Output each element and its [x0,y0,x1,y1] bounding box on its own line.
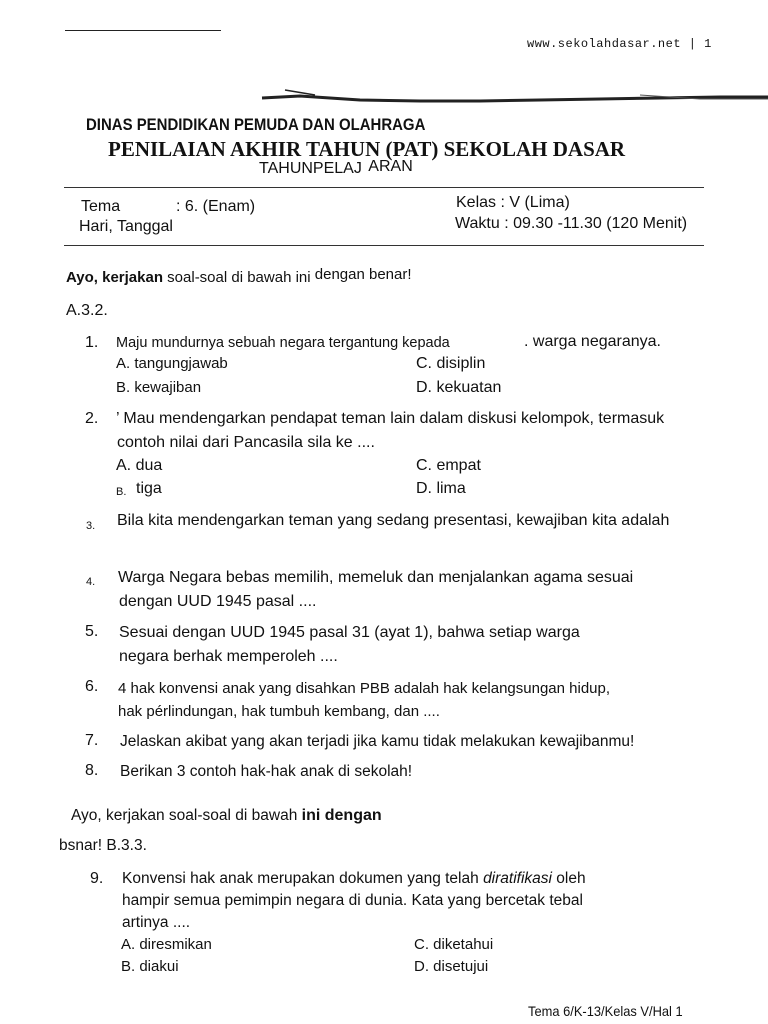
question-2-option-a: A. dua [116,457,163,474]
question-9-option-b: B. diakui [121,958,179,975]
question-1-option-a: A. tangungjawab [116,355,228,372]
question-7-line-1: Jelaskan akibat yang akan terjadi jika kamu tidak melakukan kewajibanmu! [120,733,635,750]
question-2-option-b-label: B. [116,486,127,498]
question-2-option-d: D. lima [416,480,466,497]
question-5-line-1: Sesuai dengan UUD 1945 pasal 31 (ayat 1), bahwa setiap warga [119,624,580,641]
tema-label: Tema [81,198,121,215]
question-4-line-2: dengan UUD 1945 pasal .... [119,593,317,610]
question-9-line-2: hampir semua pemimpin negara di dunia. Kata yang bercetak tebal [122,892,583,909]
question-3-number: 3. [86,520,96,532]
question-6-line-2: hak pérlindungan, hak tumbuh kembang, dan .... [118,703,440,720]
instruction-end: dengan benar! [314,266,412,283]
page-footer: Tema 6/K-13/Kelas V/Hal 1 [528,1003,683,1019]
question-9-option-d: D. disetujui [414,958,489,975]
section-a-instruction [66,266,412,286]
section-b-instruction-b: ini dengan [301,807,382,824]
info-top-rule [64,187,704,188]
question-5-line-2: negara berhak memperoleh .... [119,648,338,665]
question-6-number: 6. [85,678,99,695]
question-9-line-3: artinya .... [122,914,191,931]
exam-title: PENILAIAN AKHIR TAHUN (PAT) SEKOLAH DASAR [108,137,626,161]
question-4-number: 4. [86,576,96,588]
question-2-line-1: ’ Mau mendengarkan pendapat teman lain dalam diskusi kelompok, termasuk [116,410,665,427]
school-year-part-b: ARAN [368,158,413,175]
agency-name: DINAS PENDIDIKAN PEMUDA DAN OLAHRAGA [86,115,426,134]
question-9-line-1 [122,870,586,888]
question-9-number: 9. [90,870,104,887]
section-b-instruction [71,807,382,825]
question-1-option-b: B. kewajiban [116,379,202,396]
section-b-instruction-line-2: bsnar! B.3.3. [59,837,147,854]
question-1-option-c: C. disiplin [416,355,486,372]
ratified-term: diratifikasi [483,870,552,887]
question-1-text-end: . warga negaranya. [524,333,661,350]
question-4-line-1: Warga Negara bebas memilih, memeluk dan menjalankan agama sesuai [118,569,634,586]
scan-artifact-line [0,0,768,130]
instruction-rest: soal-soal di bawah ini [167,269,311,286]
question-9-line-1-a: Konvensi hak anak merupakan dokumen yang telah [122,870,479,887]
question-1-text: Maju mundurnya sebuah negara tergantung kepada [116,335,450,351]
question-2-line-2: contoh nilai dari Pancasila sila ke .... [117,434,375,451]
question-9-line-1-b: oleh [556,870,586,887]
section-a-code: A.3.2. [66,302,108,319]
question-1-option-d: D. kekuatan [416,379,502,396]
info-bottom-rule [64,245,704,246]
question-8-number: 8. [85,762,99,779]
question-1-number: 1. [85,334,99,351]
question-2-number: 2. [85,410,99,427]
question-5-number: 5. [85,623,99,640]
question-9-option-c: C. diketahui [414,936,494,953]
question-6-line-1: 4 hak konvensi anak yang disahkan PBB adalah hak kelangsungan hidup, [118,680,611,697]
school-year-part-a: TAHUNPELAJ [259,160,362,177]
question-2-option-c: C. empat [416,457,481,474]
school-year [259,160,413,178]
section-b-instruction-a: Ayo, kerjakan soal-soal di bawah [71,807,298,824]
date-label: Hari, Tanggal [79,218,173,235]
website-page-number: www.sekolahdasar.net | 1 [527,37,712,51]
question-7-number: 7. [85,732,99,749]
time-info: Waktu : 09.30 -11.30 (120 Menit) [455,215,688,232]
tema-value: : 6. (Enam) [176,198,256,215]
instruction-bold: Ayo, kerjakan [66,269,163,286]
question-8-line-1: Berikan 3 contoh hak-hak anak di sekolah! [120,763,413,780]
class-info: Kelas : V (Lima) [456,194,570,211]
question-9-option-a: A. diresmikan [121,936,212,953]
question-3-line-1: Bila kita mendengarkan teman yang sedang presentasi, kewajiban kita adalah [117,512,670,529]
question-2-option-b: tiga [136,480,162,497]
